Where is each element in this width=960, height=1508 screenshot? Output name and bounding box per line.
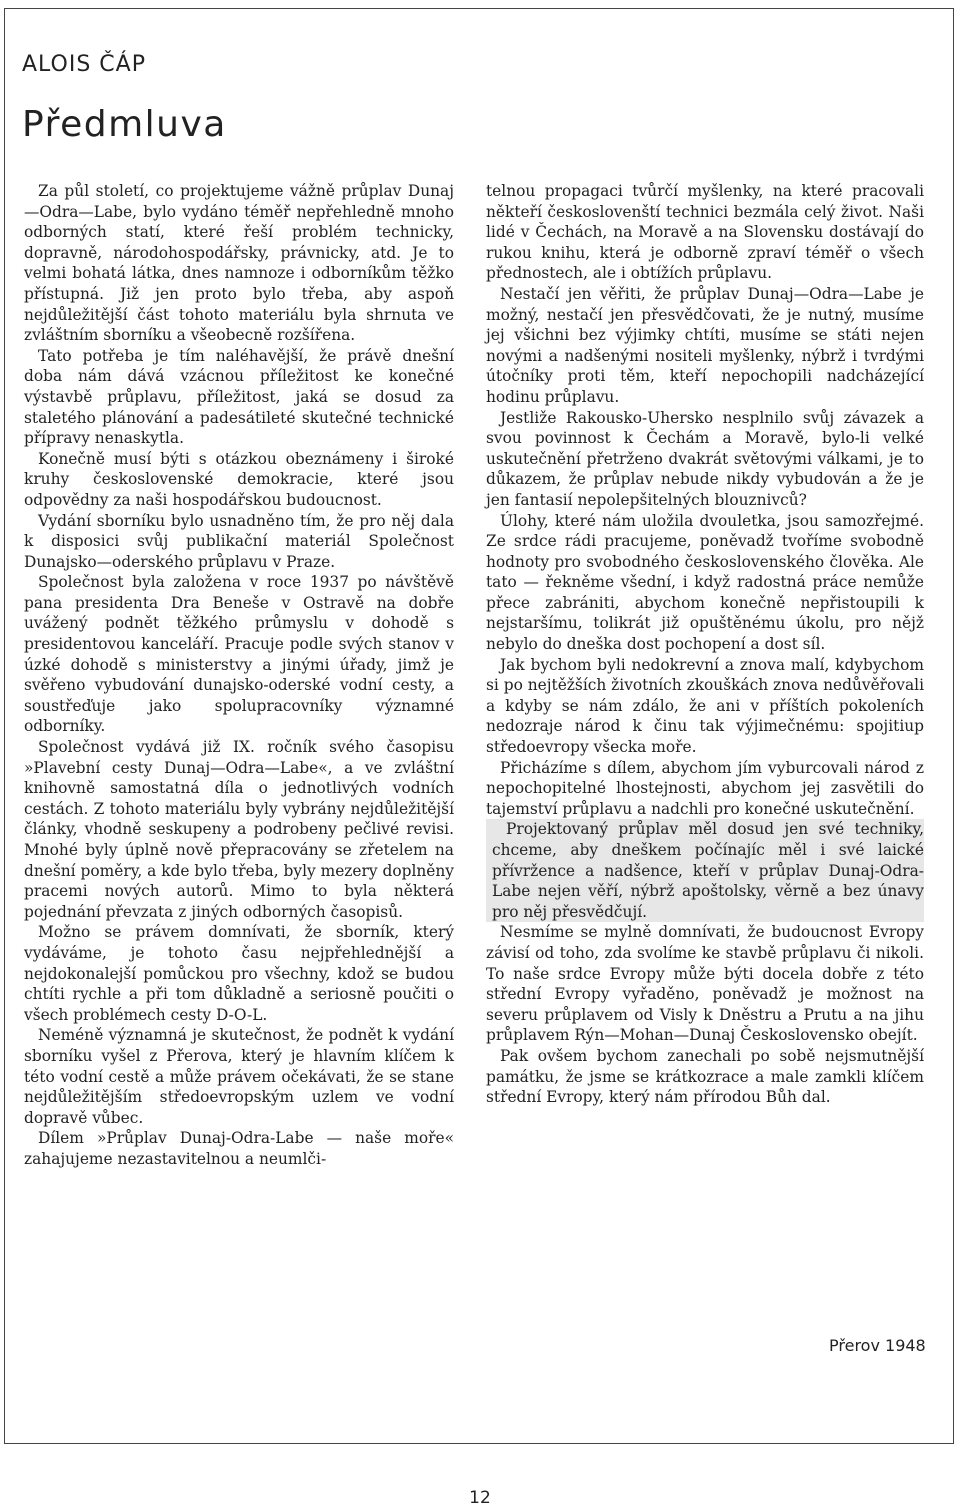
right-text-column [486, 181, 924, 1108]
page-title: Předmluva [22, 104, 227, 145]
paragraph: Úlohy, které nám uložila dvouletka, jsou samozřejmé. Ze srdce rádi pracujeme, poněvadž tvoříme svobodně hodnoty pro svobodného československého člověka. Ale tato — řekněme všední, i když radostná práce nemůže přece zabrániti, abychom konečně nepřistoupili k nejstaršímu, tolikrát již opuštěnému úkolu, pro nějž nebylo do dneška dost pochopení a dost síl. [486, 511, 924, 654]
paragraph: Neméně významná je skutečnost, že podnět k vydání sborníku vyšel z Přerova, který je hlavním klíčem k této vodní cestě a může právem očekávati, že se stane nejdůležitějším středoevropským uzlem ve vodní dopravě vůbec. [24, 1026, 454, 1127]
paragraph: Konečně musí býti s otázkou obeznámeny i široké kruhy československé demokracie, které jsou odpovědny za naši hospodářskou budoucnost. [24, 449, 454, 509]
paragraph: Společnost vydává již IX. ročník svého časopisu »Plavební cesty Dunaj—Odra—Labe«, a ve zvláštní knihovně samostatná díla o jednotlivých vodních cestách. Z tohoto materiálu byly vybrány nejdůležitější články, vhodně seskupeny a podrobeny pečlivé revisi. Mnohé byly úplně nově přepracovány se zřetelem na dnešní poměry, a kde bylo třeba, byly mezery doplněny pracemi nových autorů. Mimo to byla některá pojednání převzata z jiných odborných časopisů. [24, 738, 454, 921]
paragraph: Možno se právem domnívati, že sborník, který vydáváme, je tohoto času nejpřehlednější a nejdokonalejší pomůckou pro všechny, kdož se budou chtíti rychle a při tom důkladně a seriosně poučiti o všech problémech cesty D-O-L. [24, 923, 454, 1024]
paragraph: Vydání sborníku bylo usnadněno tím, že pro něj dala k disposici svůj publikační materiál Společnost Dunajsko—oderského průplavu v Praze. [24, 511, 454, 571]
left-text-column [24, 181, 454, 1170]
page-number: 12 [469, 1488, 491, 1508]
author-name: ALOIS ČÁP [22, 52, 146, 77]
paragraph: Tato potřeba je tím naléhavější, že právě dnešní doba nám dává vzácnou příležitost ke konečné výstavbě průplavu, příležitost, jaká se dosud za staletého plánování a padesátileté skutečné technické přípravy nenaskytla. [24, 346, 454, 448]
highlighted-paragraph: Projektovaný průplav měl dosud jen své techniky, chceme, aby dneškem počínajíc měl i své laické přívržence a nadšence, kteří v průplav Dunaj-Odra-Labe nejen věří, nýbrž apoštolsky, věrně a bez únavy pro něj přesvědčují. [486, 819, 924, 922]
place-date: Přerov 1948 [829, 1336, 926, 1355]
paragraph: telnou propagaci tvůrčí myšlenky, na které pracovali někteří českoslovenští technici bezmála celý život. Naši lidé v Čechách, na Moravě a na Slovensku dostávají do rukou knihu, která je odborně zpraví téměř o všech přednostech, ale i obtížích průplavu. [486, 182, 924, 283]
paragraph: Přicházíme s dílem, abychom jím vyburcovali národ z nepochopitelné lhostejnosti, abychom jej zasvětili do tajemství průplavu a nadchli pro konečné uskutečnění. [486, 758, 924, 818]
paragraph: Pak ovšem bychom zanechali po sobě nejsmutnější památku, že jsme se krátkozrace a male zamkli klíčem střední Evropy, který nám přírodou Bůh dal. [486, 1046, 924, 1107]
paragraph: Jestliže Rakousko-Uhersko nesplnilo svůj závazek a svou povinnost k Čechám a Moravě, bylo-li velké uskutečnění přetrženo dvakrát světovými válkami, je to důkazem, že průplav nebude nikdy vybudován a že je jen fantasií nepolepšitelných blouznivců? [486, 408, 924, 509]
paragraph: Nesmíme se mylně domnívati, že budoucnost Evropy závisí od toho, zda svolíme ke stavbě průplavu či nikoli. To naše srdce Evropy může býti docela dobře z této střední Evropy vyřaděno, poněvadž je možnost na severu průplavem od Visly k Dněstru a Prutu a na jihu průplavem Rýn—Mohan—Dunaj Československo obejít. [486, 923, 924, 1045]
paragraph: Společnost byla založena v roce 1937 po návštěvě pana presidenta Dra Beneše v Ostravě na dobře uvážený podnět těžkého průmyslu v dohodě s presidentovou kanceláří. Pracuje podle svých stanov v úzké dohodě s ministerstvy a jinými úřady, jimž je svěřeno vybudování dunajsko-oderské vodní cesty, a soustřeďuje jako spolupracovníky významné odborníky. [24, 573, 454, 736]
paragraph: Dílem »Průplav Dunaj-Odra-Labe — naše moře« zahajujeme nezastavitelnou a neumlči- [24, 1129, 454, 1168]
paragraph: Jak bychom byli nedokrevní a znova malí, kdybychom si po nejtěžších životních zkouškách znova nedůvěřovali a kdyby se nám zdálo, že ani v příštích pokoleních nedozraje národ k činu tak výjimečnému: spojitiup středoevropy všecka moře. [486, 655, 925, 757]
paragraph: Nestačí jen věřiti, že průplav Dunaj—Odra—Labe je možný, nestačí jen přesvědčovati, že je nutný, musíme jej všichni bez výjimky chtíti, musíme se státi nejen novými a nadšenými nositeli myšlenky, nýbrž i tvrdými útočníky proti těm, kteří nepochopili nadcházející hodinu průplavu. [486, 284, 924, 406]
paragraph: Za půl století, co projektujeme vážně průplav Dunaj—Odra—Labe, bylo vydáno téměř nepřehledně mnoho odborných statí, které řeší problém technicky, dopravně, národohospodářsky, právnicky, atd. Je to velmi bohatá látka, dnes namnoze i odborníkům těžko přístupná. Již jen proto bylo třeba, aby aspoň nejdůležitější část tohoto materiálu byla shrnuta ve zvláštním sborníku a všeobecně rozšířena. [24, 182, 454, 345]
